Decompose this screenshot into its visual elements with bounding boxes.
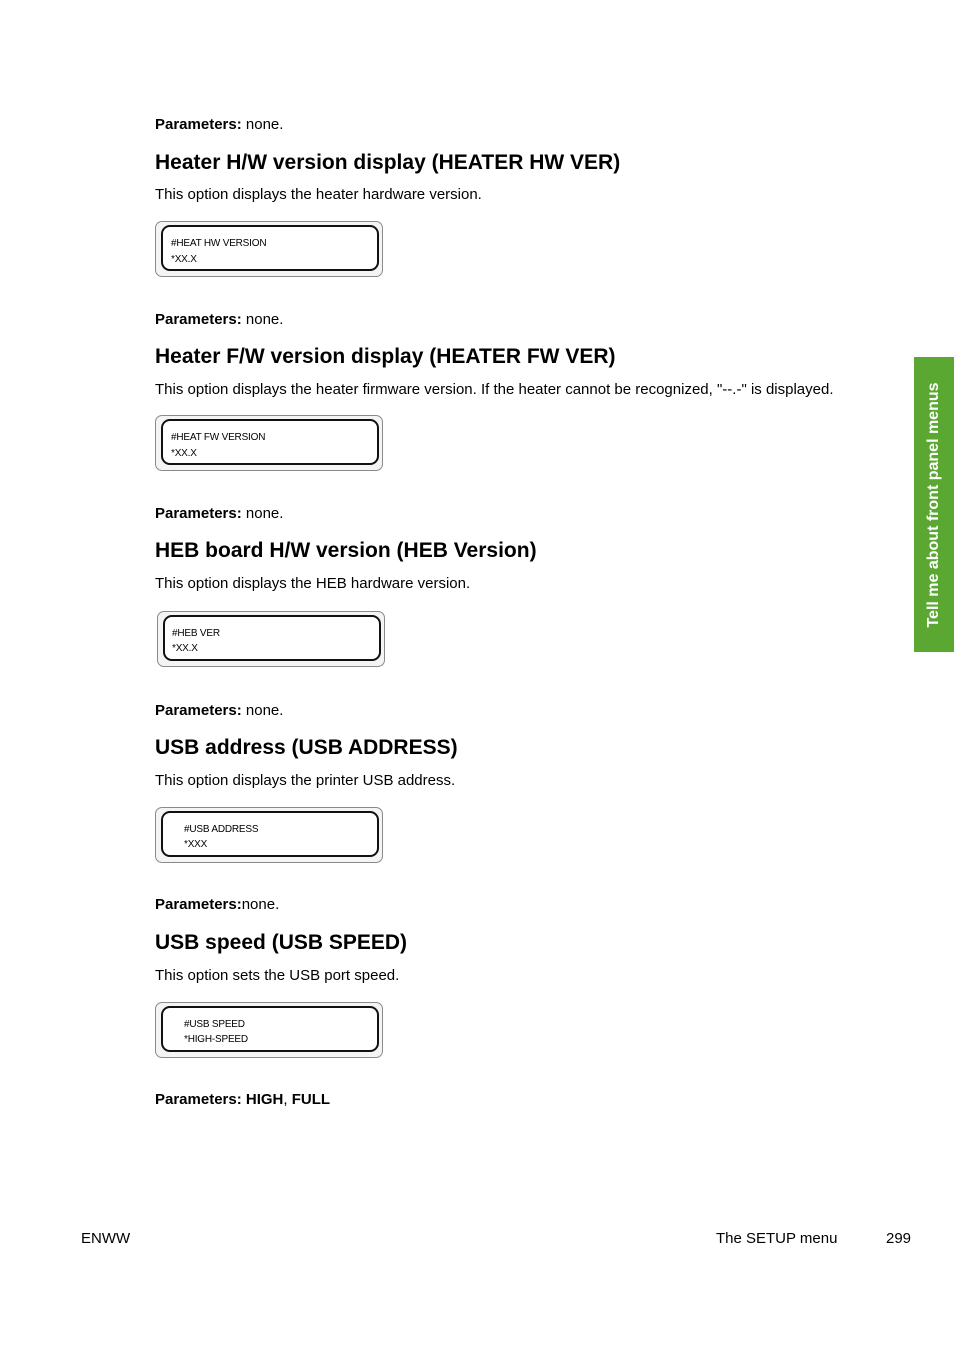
section-description: This option displays the heater firmware version. If the heater cannot be recognized, "--.-" is displayed. — [155, 381, 834, 398]
section-heading-usb-speed: USB speed (USB SPEED) — [155, 931, 408, 954]
lcd-line-1: #USB SPEED — [184, 1019, 245, 1030]
parameters-value: none. — [241, 702, 284, 719]
footer-left: ENWW — [81, 1230, 131, 1247]
parameters-line — [155, 896, 279, 913]
lcd-display-panel — [155, 221, 383, 277]
parameters-label: Parameters: — [155, 896, 242, 913]
section-heading-heater-hw: Heater H/W version display (HEATER HW VER) — [155, 151, 621, 174]
lcd-screen — [163, 615, 381, 661]
lcd-line-2: *XX.X — [171, 254, 197, 265]
section-description: This option displays the HEB hardware version. — [155, 575, 471, 592]
section-description: This option displays the heater hardware version. — [155, 186, 482, 203]
chapter-side-tab-label: Tell me about front panel menus — [925, 381, 942, 628]
parameters-label: Parameters: HIGH — [155, 1091, 284, 1108]
lcd-line-2: *XX.X — [172, 643, 198, 654]
parameters-line — [155, 505, 283, 522]
parameters-label: Parameters: — [155, 702, 242, 719]
section-description: This option displays the printer USB address. — [155, 772, 456, 789]
lcd-line-1: #HEAT HW VERSION — [171, 238, 267, 249]
lcd-line-1: #USB ADDRESS — [184, 824, 259, 835]
parameters-value: none. — [241, 505, 284, 522]
lcd-line-2: *HIGH-SPEED — [184, 1034, 248, 1045]
parameters-value: FULL — [291, 1091, 331, 1108]
parameters-value: none. — [241, 116, 284, 133]
section-heading-heb-version: HEB board H/W version (HEB Version) — [155, 539, 537, 562]
parameters-label: Parameters: — [155, 116, 242, 133]
parameters-line — [155, 702, 283, 719]
lcd-display-panel — [157, 611, 385, 667]
parameters-value: none. — [241, 896, 280, 913]
lcd-screen — [161, 225, 379, 271]
parameters-line — [155, 1091, 330, 1108]
lcd-screen — [161, 811, 379, 857]
lcd-screen — [161, 1006, 379, 1052]
footer-page-number: 299 — [886, 1230, 912, 1247]
parameters-separator: , — [283, 1091, 292, 1108]
lcd-display-panel — [155, 1002, 383, 1058]
lcd-display-panel — [155, 415, 383, 471]
parameters-value: none. — [241, 311, 284, 328]
section-heading-heater-fw: Heater F/W version display (HEATER FW VER) — [155, 345, 616, 368]
lcd-line-2: *XXX — [184, 839, 208, 850]
lcd-line-1: #HEAT FW VERSION — [171, 432, 266, 443]
lcd-display-panel — [155, 807, 383, 863]
section-description: This option sets the USB port speed. — [155, 967, 400, 984]
chapter-side-tab — [914, 357, 954, 652]
lcd-line-1: #HEB VER — [172, 628, 220, 639]
parameters-line — [155, 311, 283, 328]
parameters-line — [155, 116, 283, 133]
footer-section-title: The SETUP menu — [716, 1230, 838, 1247]
parameters-label: Parameters: — [155, 505, 242, 522]
lcd-line-2: *XX.X — [171, 448, 197, 459]
lcd-screen — [161, 419, 379, 465]
section-heading-usb-address: USB address (USB ADDRESS) — [155, 736, 458, 759]
parameters-label: Parameters: — [155, 311, 242, 328]
